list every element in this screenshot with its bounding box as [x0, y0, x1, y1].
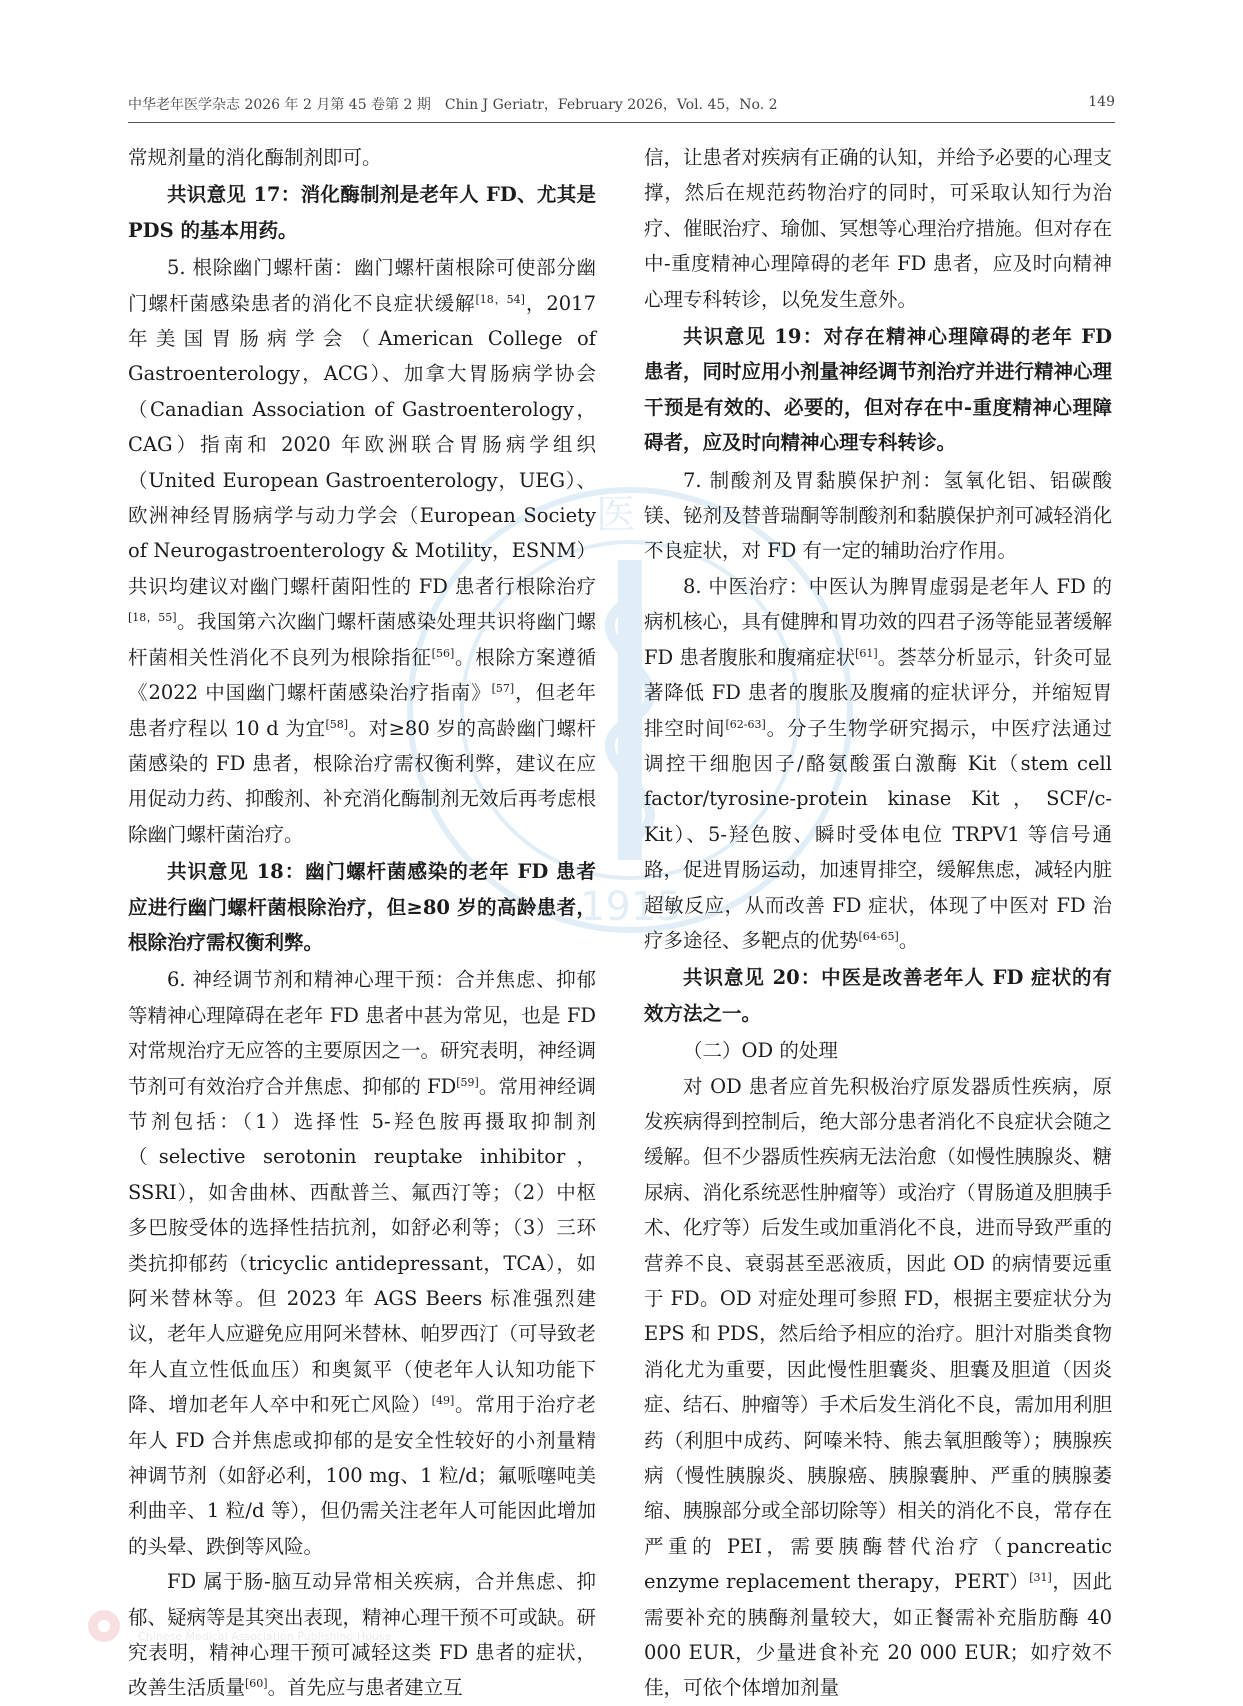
- paragraph: [644, 463, 1112, 569]
- consensus-statement: [644, 960, 1112, 1031]
- paragraph-text: 。: [898, 928, 919, 952]
- paragraph: [644, 140, 1112, 317]
- publisher-footer-watermark: [80, 1606, 540, 1646]
- paragraph-text: 共识意见 19：对存在精神心理障碍的老年 FD 患者，同时应用小剂量神经调节剂治疗并进行精神心理干预是有效的、必要的，但对存在中-重度精神心理障碍者，应及时向精神心理专科转诊。: [644, 325, 1113, 455]
- paragraph: [128, 250, 596, 852]
- citation-ref[interactable]: [58]: [325, 717, 349, 731]
- paragraph-text: FD 属于肠-脑互动异常相关疾病，合并焦虑、抑郁、疑病等是其突出表现，精神心理干预不可或缺。研究表明，精神心理干预可减轻这类 FD 患者的症状，改善生活质量: [128, 1570, 597, 1700]
- citation-ref[interactable]: [57]: [491, 682, 515, 696]
- citation-ref[interactable]: [60]: [245, 1677, 268, 1691]
- paragraph-text: 。常用于治疗老年人 FD 合并焦虑或抑郁的是安全性较好的小剂量精神调节剂（如舒必利，100 mg、1 粒/d；氟哌噻吨美利曲辛、1 粒/d 等），但仍需关注老年人可能因此增加的头晕、跌倒等风险。: [128, 1393, 596, 1558]
- right-column: [644, 140, 1112, 1706]
- paragraph-text: 。首先应与患者建立互: [267, 1676, 463, 1700]
- consensus-statement: [644, 319, 1112, 461]
- paragraph-text: 。对≥80 岁的高龄幽门螺杆菌感染的 FD 患者，根除治疗需权衡利弊，建议在应用促动力药、抑酸剂、补充消化酶制剂无效后再考虑根除幽门螺杆菌治疗。: [128, 716, 597, 846]
- citation-ref[interactable]: [56]: [431, 646, 455, 660]
- paragraph: [644, 1033, 1112, 1068]
- paragraph-text: 常规剂量的消化酶制剂即可。: [128, 146, 382, 169]
- paragraph-text: 。荟萃分析显示，针灸可显著降低 FD 患者的腹胀及腹痛的症状评分，并缩短胃排空时间: [644, 645, 1112, 740]
- paragraph-text: ，但老年患者疗程以 10 d 为宜: [128, 681, 596, 740]
- paragraph: [128, 140, 596, 175]
- page-number: 149: [1088, 94, 1115, 110]
- citation-ref[interactable]: [62-63]: [725, 717, 766, 731]
- paragraph-text: 。我国第六次幽门螺杆菌感染处理共识将幽门螺杆菌相关性消化不良列为根除指征: [128, 610, 596, 669]
- paragraph-text: 。分子生物学研究揭示，中医疗法通过调控干细胞因子/酪氨酸蛋白激酶 Kit（stem cell factor/tyrosine-protein kinase Kit，SCF/c-Kit）、5-羟色胺、瞬时受体电位 TRPV1 等信号通路，促进胃肠运动，加速胃排空，缓解焦虑，减轻内脏超敏反应，从而改善 FD 症状，体现了中医对 FD 治疗多途径、多靶点的优势: [644, 716, 1113, 952]
- journal-citation: 中华老年医学杂志 2026 年 2 月第 45 卷第 2 期 Chin J Geriatr，February 2026，Vol. 45，No. 2: [128, 97, 778, 113]
- paragraph-text: 。根除方案遵循《2022 中国幽门螺杆菌感染治疗指南》: [128, 645, 596, 705]
- paragraph-text: 8. 中医治疗：中医认为脾胃虚弱是老年人 FD 的病机核心，具有健脾和胃功效的四君子汤等能显著缓解 FD 患者腹胀和腹痛症状: [644, 574, 1113, 669]
- left-column: [128, 140, 596, 1706]
- paragraph: [644, 569, 1112, 958]
- seal-year-text: 1915: [580, 884, 682, 930]
- citation-ref[interactable]: [49]: [431, 1394, 455, 1408]
- citation-ref[interactable]: [59]: [456, 1075, 479, 1089]
- citation-ref[interactable]: [31]: [1029, 1571, 1052, 1585]
- publisher-name: Chinese Medical Association Publishing House: [138, 1630, 392, 1643]
- paragraph-text: ，因此需要补充的胰酶剂量较大，如正餐需补充脂肪酶 40 000 EUR，少量进食补充 20 000 EUR；如疗效不佳，可依个体增加剂量: [644, 1570, 1112, 1700]
- paragraph-text: 共识意见 17：消化酶制剂是老年人 FD、尤其是 PDS 的基本用药。: [128, 183, 596, 242]
- paragraph-text: 6. 神经调节剂和精神心理干预：合并焦虑、抑郁等精神心理障碍在老年 FD 患者中甚为常见，也是 FD 对常规治疗无应答的主要原因之一。研究表明，神经调节剂可有效治疗合并焦虑、抑郁的 FD: [128, 968, 597, 1098]
- consensus-statement: [128, 854, 596, 960]
- running-header: [128, 94, 1115, 114]
- paragraph-text: 。常用神经调节剂包括：（1）选择性 5-羟色胺再摄取抑制剂（selective serotonin reuptake inhibitor，SSRI），如舍曲林、西酞普兰、氟西汀等；（2）中枢多巴胺受体的选择性拮抗剂，如舒必利等；（3）三环类抗抑郁药（tricyclic antidepressant，TCA），如阿米替林等。但 2023 年 AGS Beers 标准强烈建议，老年人应避免应用阿米替林、帕罗西汀（可导致老年人直立性低血压）和奥氮平（使老年人认知功能下降、增加老年人卒中和死亡风险）: [128, 1074, 597, 1417]
- citation-ref[interactable]: [18，54]: [475, 292, 525, 306]
- citation-ref[interactable]: [18，55]: [128, 611, 177, 625]
- header-rule: [128, 122, 1115, 123]
- citation-ref[interactable]: [61]: [855, 646, 878, 660]
- paragraph-text: （二）OD 的处理: [683, 1039, 838, 1063]
- paragraph: [644, 1069, 1112, 1706]
- paragraph-text: 对 OD 患者应首先积极治疗原发器质性疾病，原发疾病得到控制后，绝大部分患者消化不良症状会随之缓解。但不少器质性疾病无法治愈（如慢性胰腺炎、糖尿病、消化系统恶性肿瘤等）或治疗（胃肠道及胆胰手术、化疗等）后发生或加重消化不良，进而导致严重的营养不良、衰弱甚至恶液质，因此 OD 的病情要远重于 FD。OD 对症处理可参照 FD，根据主要症状分为 EPS 和 PDS，然后给予相应的治疗。胆汁对脂类食物消化尤为重要，因此慢性胆囊炎、胆囊及胆道（因炎症、结石、肿瘤等）手术后发生消化不良，需加用利胆药（利胆中成药、阿嗪米特、熊去氧胆酸等）；胰腺疾病（慢性胰腺炎、胰腺癌、胰腺囊肿、严重的胰腺萎缩、胰腺部分或全部切除等）相关的消化不良，常存在严重的 PEI，需要胰酶替代治疗（pancreatic enzyme replacement therapy，PERT）: [644, 1074, 1113, 1594]
- paragraph-text: 共识意见 18：幽门螺杆菌感染的老年 FD 患者应进行幽门螺杆菌根除治疗，但≥80 岁的高龄患者，根除治疗需权衡利弊。: [128, 860, 596, 954]
- paragraph-text: 共识意见 20：中医是改善老年人 FD 症状的有效方法之一。: [644, 966, 1112, 1025]
- flower-logo-icon: [80, 1606, 128, 1646]
- paragraph-text: 5. 根除幽门螺杆菌：幽门螺杆菌根除可使部分幽门螺杆菌感染患者的消化不良症状缓解: [128, 256, 596, 315]
- paragraph-text: 7. 制酸剂及胃黏膜保护剂：氢氧化铝、铝碳酸镁、铋剂及替普瑞酮等制酸剂和黏膜保护剂可减轻消化不良症状，对 FD 有一定的辅助治疗作用。: [644, 468, 1113, 563]
- paragraph-text: 信，让患者对疾病有正确的认知，并给予必要的心理支撑，然后在规范药物治疗的同时，可采取认知行为治疗、催眠治疗、瑜伽、冥想等心理治疗措施。但对存在中-重度精神心理障碍的老年 FD 患者，应及时向精神心理专科转诊，以免发生意外。: [644, 146, 1113, 311]
- consensus-statement: [128, 177, 596, 248]
- paragraph: [128, 962, 596, 1564]
- citation-ref[interactable]: [64-65]: [858, 929, 899, 943]
- paragraph-text: ，2017 年美国胃肠病学会（American College of Gastroenterology，ACG）、加拿大胃肠病学协会（Canadian Association of Gastroenterology，CAG）指南和 2020 年欧洲联合胃肠病学组织（United European Gastroenterology，UEG）、欧洲神经胃肠病学与动力学会（European Society of Neurogastroenterology & Motility，ESNM）共识均建议对幽门螺杆菌阳性的 FD 患者行根除治疗: [128, 291, 596, 598]
- seal-top-text: 医: [596, 492, 636, 538]
